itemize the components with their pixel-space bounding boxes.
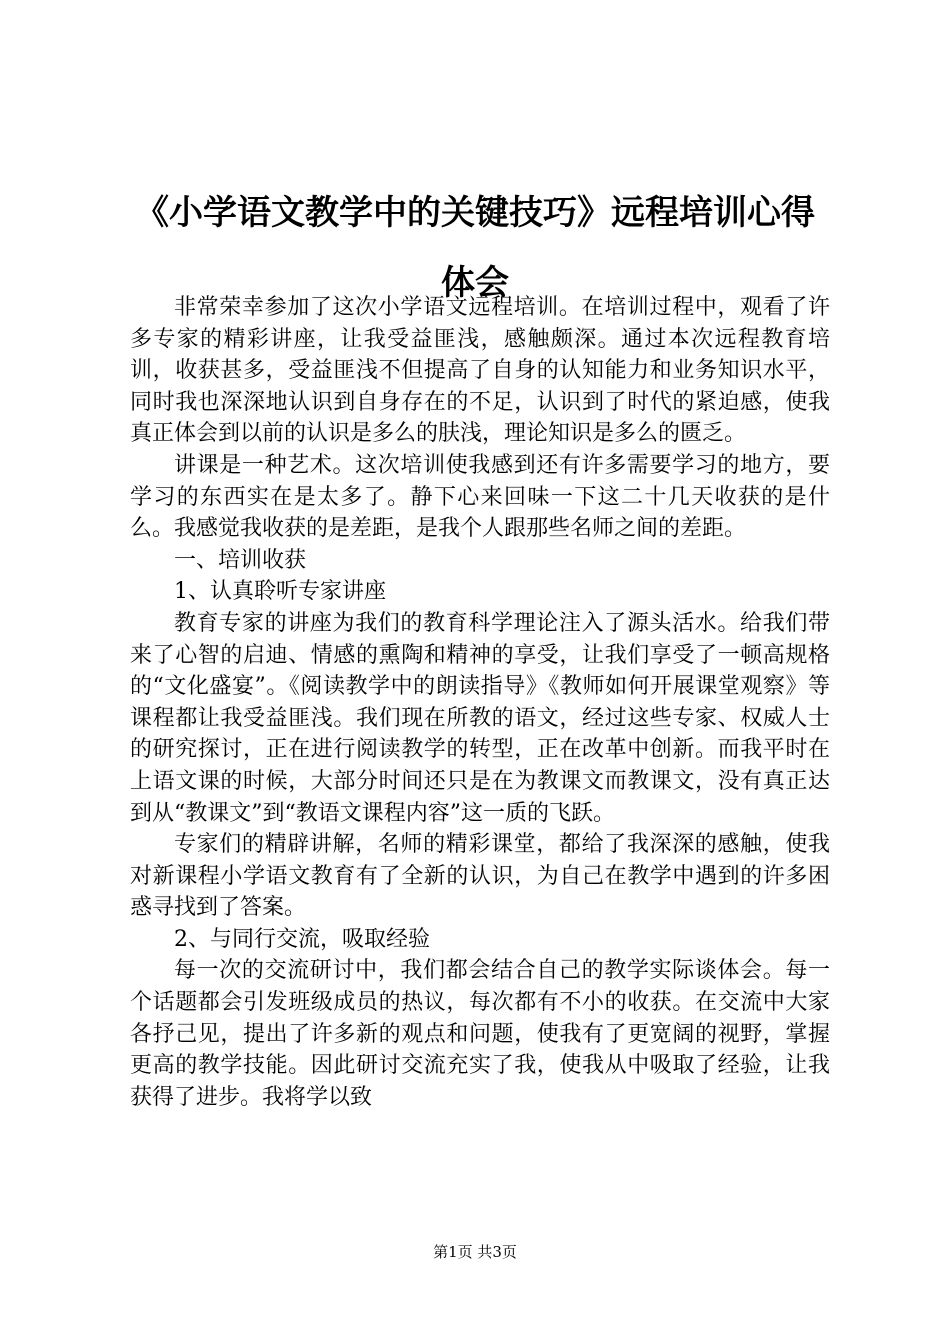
paragraph-art-of-teaching: 讲课是一种艺术。这次培训使我感到还有许多需要学习的地方，要学习的东西实在是太多了。静下心来回味一下这二十几天收获的是什么。我感觉我收获的是差距，是我个人跟那些名师之间的差距。	[130, 452, 830, 542]
page-footer: 第1页 共3页	[433, 1243, 517, 1261]
subsection-heading-lectures: 1、认真聆听专家讲座	[174, 579, 386, 605]
paragraph-expert-lectures: 教育专家的讲座为我们的教育科学理论注入了源头活水。给我们带来了心智的启迪、情感的熏陶和精神的享受，让我们享受了一顿高规格的“文化盛宴”。《阅读教学中的朗读指导》《教师如何开展课堂观察》等课程都让我受益匪浅。我们现在所教的语文，经过这些专家、权威人士的研究探讨，正在进行阅读教学的转型，正在改革中创新。而我平时在上语文课的时候，大部分时间还只是在为教课文而教课文，没有真正达到从“教课文”到“教语文课程内容”这一质的飞跃。	[130, 610, 830, 826]
document-title: 《小学语文教学中的关键技巧》远程培训心得体会	[135, 193, 815, 303]
paragraph-expert-insights: 专家们的精辟讲解，名师的精彩课堂，都给了我深深的感触，使我对新课程小学语文教育有了全新的认识，为自己在教学中遇到的许多困惑寻找到了答案。	[130, 832, 830, 921]
paragraph-intro: 非常荣幸参加了这次小学语文远程培训。在培训过程中，观看了许多专家的精彩讲座，让我受益匪浅，感触颇深。通过本次远程教育培训，收获甚多，受益匪浅不但提高了自身的认知能力和业务知识水平，同时我也深深地认识到自身存在的不足，认识到了时代的紧迫感，使我真正体会到以前的认识是多么的肤浅，理论知识是多么的匮乏。	[130, 295, 830, 447]
document-body	[130, 292, 830, 1113]
paragraph-peer-exchange: 每一次的交流研讨中，我们都会结合自己的教学实际谈体会。每一个话题都会引发班级成员的热议，每次都有不小的收获。在交流中大家各抒己见，提出了许多新的观点和问题，使我有了更宽阔的视野，掌握更高的教学技能。因此研讨交流充实了我，使我从中吸取了经验，让我获得了进步。我将学以致	[130, 958, 830, 1110]
subsection-heading-exchange: 2、与同行交流，吸取经验	[174, 926, 430, 952]
section-heading-gains: 一、培训收获	[174, 547, 307, 573]
